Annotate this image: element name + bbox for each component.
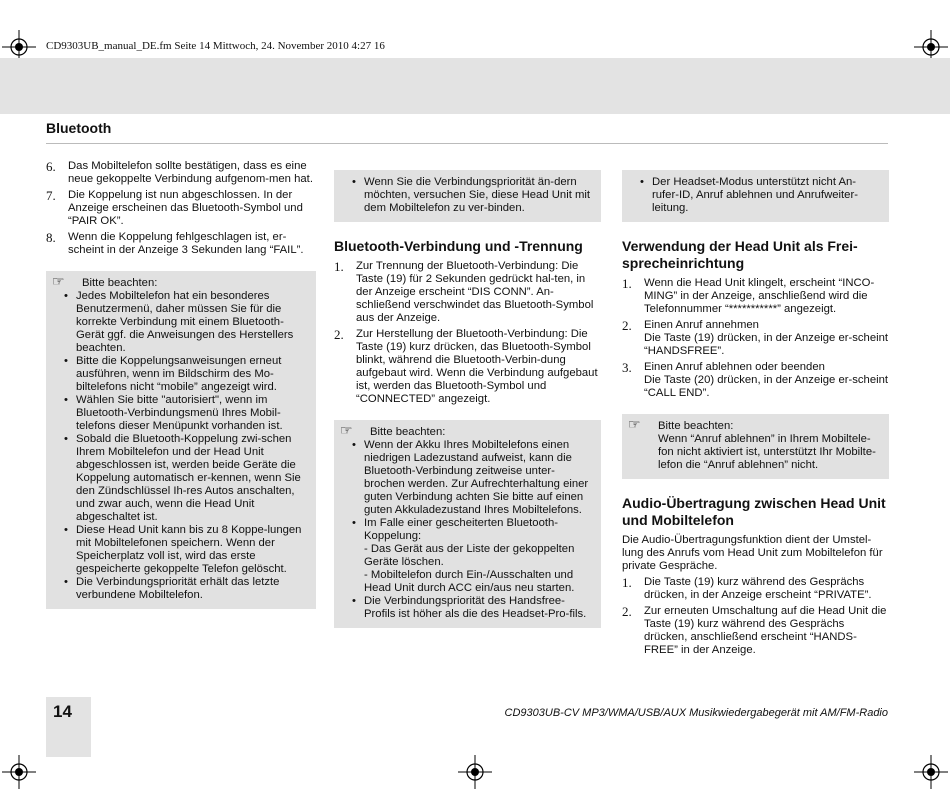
file-header-line: CD9303UB_manual_DE.fm Seite 14 Mittwoch, 24. November 2010 4:27 16	[46, 40, 385, 52]
list-item: • Die Verbindungspriorität des Handsfree-Profils ist höher als die des Headset-Pro-fils.	[364, 595, 593, 621]
list-item	[622, 319, 889, 358]
step-text: Die Koppelung ist nun abgeschlossen. In der Anzeige erscheinen das Bluetooth-Symbol und “PAIR OK”.	[68, 189, 303, 227]
section-title: Bluetooth	[46, 120, 112, 136]
list-item	[622, 576, 889, 602]
step-number: 1.	[334, 259, 344, 274]
step-number: 2.	[334, 327, 344, 342]
note-lead: Bitte beachten:	[370, 426, 446, 438]
note-list	[54, 290, 308, 602]
section-heading: Verwendung der Head Unit als Frei-sprecheinrichtung	[622, 238, 858, 271]
top-band	[0, 58, 950, 114]
note-lead: Bitte beachten:	[82, 277, 158, 289]
pointing-hand-icon: ☞	[52, 273, 65, 289]
list-item: • Diese Head Unit kann bis zu 8 Koppe-lungen mit Mobiltelefonen speichern. Wenn der Speicherplatz voll ist, wird das erste gespeicherte gekoppelte Telefon gelöscht.	[76, 524, 308, 576]
column-3	[622, 170, 889, 660]
note-list	[342, 176, 593, 215]
list-item	[622, 277, 889, 316]
page-number: 14	[53, 702, 72, 721]
list-item: • Der Headset-Modus unterstützt nicht An-rufer-ID, Anruf ablehnen und Anrufweiter-leitung.	[652, 176, 881, 215]
list-item: • Sobald die Bluetooth-Koppelung zwi-schen Ihrem Mobiltelefon und der Head Unit abgeschlossen ist, werden beide Geräte die Koppelung automatisch er-kennen, wenn Sie den Zündschlüssel Ih-res Autos anschalten, und zwar auch, wenn die Head Unit abgeschaltet ist.	[76, 433, 308, 524]
steps-list	[622, 277, 889, 400]
column-1	[46, 160, 316, 609]
step-number: 1.	[622, 575, 632, 590]
note-box	[334, 420, 601, 628]
list-item	[334, 328, 601, 406]
footer-product-line: CD9303UB-CV MP3/WMA/USB/AUX Musikwiedergabegerät mit AM/FM-Radio	[504, 707, 888, 719]
step-text: Das Mobiltelefon sollte bestätigen, dass es eine neue gekoppelte Verbindung aufgenom-men hat.	[68, 160, 313, 185]
note-box	[46, 271, 316, 609]
list-item	[622, 361, 889, 400]
registration-mark-icon	[458, 755, 492, 789]
list-item: • Bitte die Koppelungsanweisungen erneut ausführen, wenn im Bildschirm des Mo-biltelefons nicht “mobile” angezeigt wird.	[76, 355, 308, 394]
steps-list	[622, 576, 889, 657]
step-number: 2.	[622, 604, 632, 619]
note-list	[630, 176, 881, 215]
step-number: 7.	[46, 188, 56, 203]
section-heading: Bluetooth-Verbindung und -Trennung	[334, 238, 583, 254]
note-lead: Bitte beachten:	[658, 420, 734, 432]
step-text: Zur Herstellung der Bluetooth-Verbindung: Die Taste (19) kurz drücken, das Bluetooth-Symbol blinkt, während die Bluetooth-Verbin-dung aufgebaut wird. Wenn die Verbindung aufgebaut ist, werden das Bluetooth-Symbol und “CONNECTED” angezeigt.	[356, 328, 598, 405]
step-number: 2.	[622, 318, 632, 333]
step-number: 8.	[46, 230, 56, 245]
step-text: Zur erneuten Umschaltung auf die Head Unit die Taste (19) kurz während des Gesprächs drücken, anschließend erscheint “HANDS-FREE” in der Anzeige.	[644, 605, 887, 656]
step-number: 3.	[622, 360, 632, 375]
registration-mark-icon	[2, 755, 36, 789]
list-item	[46, 160, 316, 186]
pointing-hand-icon: ☞	[340, 422, 353, 438]
step-text: Wenn die Head Unit klingelt, erscheint “INCO-MING” in der Anzeige, anschließend wird die Telefonnummer “***********” angezeigt.	[644, 277, 875, 315]
step-text: Einen Anruf ablehnen oder beenden Die Taste (20) drücken, in der Anzeige er-scheint “CALL END”.	[644, 361, 889, 399]
step-text: Wenn die Koppelung fehlgeschlagen ist, er-scheint in der Anzeige 3 Sekunden lang “FAIL”.	[68, 231, 304, 256]
pointing-hand-icon: ☞	[628, 416, 641, 432]
step-text: Einen Anruf annehmen Die Taste (19) drücken, in der Anzeige er-scheint “HANDSFREE”.	[644, 319, 889, 357]
list-item	[622, 605, 889, 657]
list-item	[334, 260, 601, 325]
section-heading: Audio-Übertragung zwischen Head Unit und Mobiltelefon	[622, 495, 886, 528]
list-item: • Im Falle einer gescheiterten Bluetooth-Koppelung: - Das Gerät aus der Liste der gekoppelten Geräte löschen. - Mobiltelefon durch Ein-/Ausschalten und Head Unit durch ACC ein/aus neu starten.	[364, 517, 593, 595]
list-item: • Wenn Sie die Verbindungspriorität än-dern möchten, versuchen Sie, diese Head Unit mit dem Mobiltelefon zu ver-binden.	[364, 176, 593, 215]
step-number: 1.	[622, 276, 632, 291]
steps-list	[334, 260, 601, 406]
note-box-continued	[622, 170, 889, 222]
step-text: Die Taste (19) kurz während des Gesprächs drücken, in der Anzeige erscheint “PRIVATE”.	[644, 576, 872, 601]
list-item: • Wenn der Akku Ihres Mobiltelefons einen niedrigen Ladezustand aufweist, kann die Bluetooth-Verbindung zeitweise unter-brochen werden. Zur Aufrechterhaltung einer guten Verbindung achten Sie bitte auf einen guten Akkuladezustand Ihres Mobiltelefons.	[364, 439, 593, 517]
list-item	[46, 231, 316, 257]
note-box-continued	[334, 170, 601, 222]
column-2	[334, 170, 601, 628]
note-box	[622, 414, 889, 479]
list-item	[46, 189, 316, 228]
note-list	[342, 439, 593, 621]
step-number: 6.	[46, 159, 56, 174]
list-item: • Wählen Sie bitte "autorisiert", wenn im Bluetooth-Verbindungsmenü Ihres Mobil-telefons dieser Menüpunkt vorhanden ist.	[76, 394, 308, 433]
list-item: • Die Verbindungspriorität erhält das letzte verbundene Mobiltelefon.	[76, 576, 308, 602]
list-item: • Jedes Mobiltelefon hat ein besonderes Benutzermenü, daher müssen Sie für die korrekte Verbindung mit einem Bluetooth-Gerät ggf. die Anweisungen des Herstellers beachten.	[76, 290, 308, 355]
note-text: Wenn “Anruf ablehnen” in Ihrem Mobiltele-fon nicht aktiviert ist, unterstützt Ihr Mobilte-lefon die “Anruf ablehnen” nicht.	[658, 433, 876, 471]
steps-list	[46, 160, 316, 257]
registration-mark-icon	[914, 755, 948, 789]
step-text: Zur Trennung der Bluetooth-Verbindung: Die Taste (19) für 2 Sekunden gedrückt hal-ten, in der Anzeige erscheint “DIS CONN”. An-schließend verschwindet das Bluetooth-Symbol aus der Anzeige.	[356, 260, 594, 324]
section-divider	[46, 143, 888, 144]
intro-paragraph: Die Audio-Übertragungsfunktion dient der Umstel-lung des Anrufs vom Head Unit zum Mobiltelefon für private Gespräche.	[622, 534, 883, 572]
